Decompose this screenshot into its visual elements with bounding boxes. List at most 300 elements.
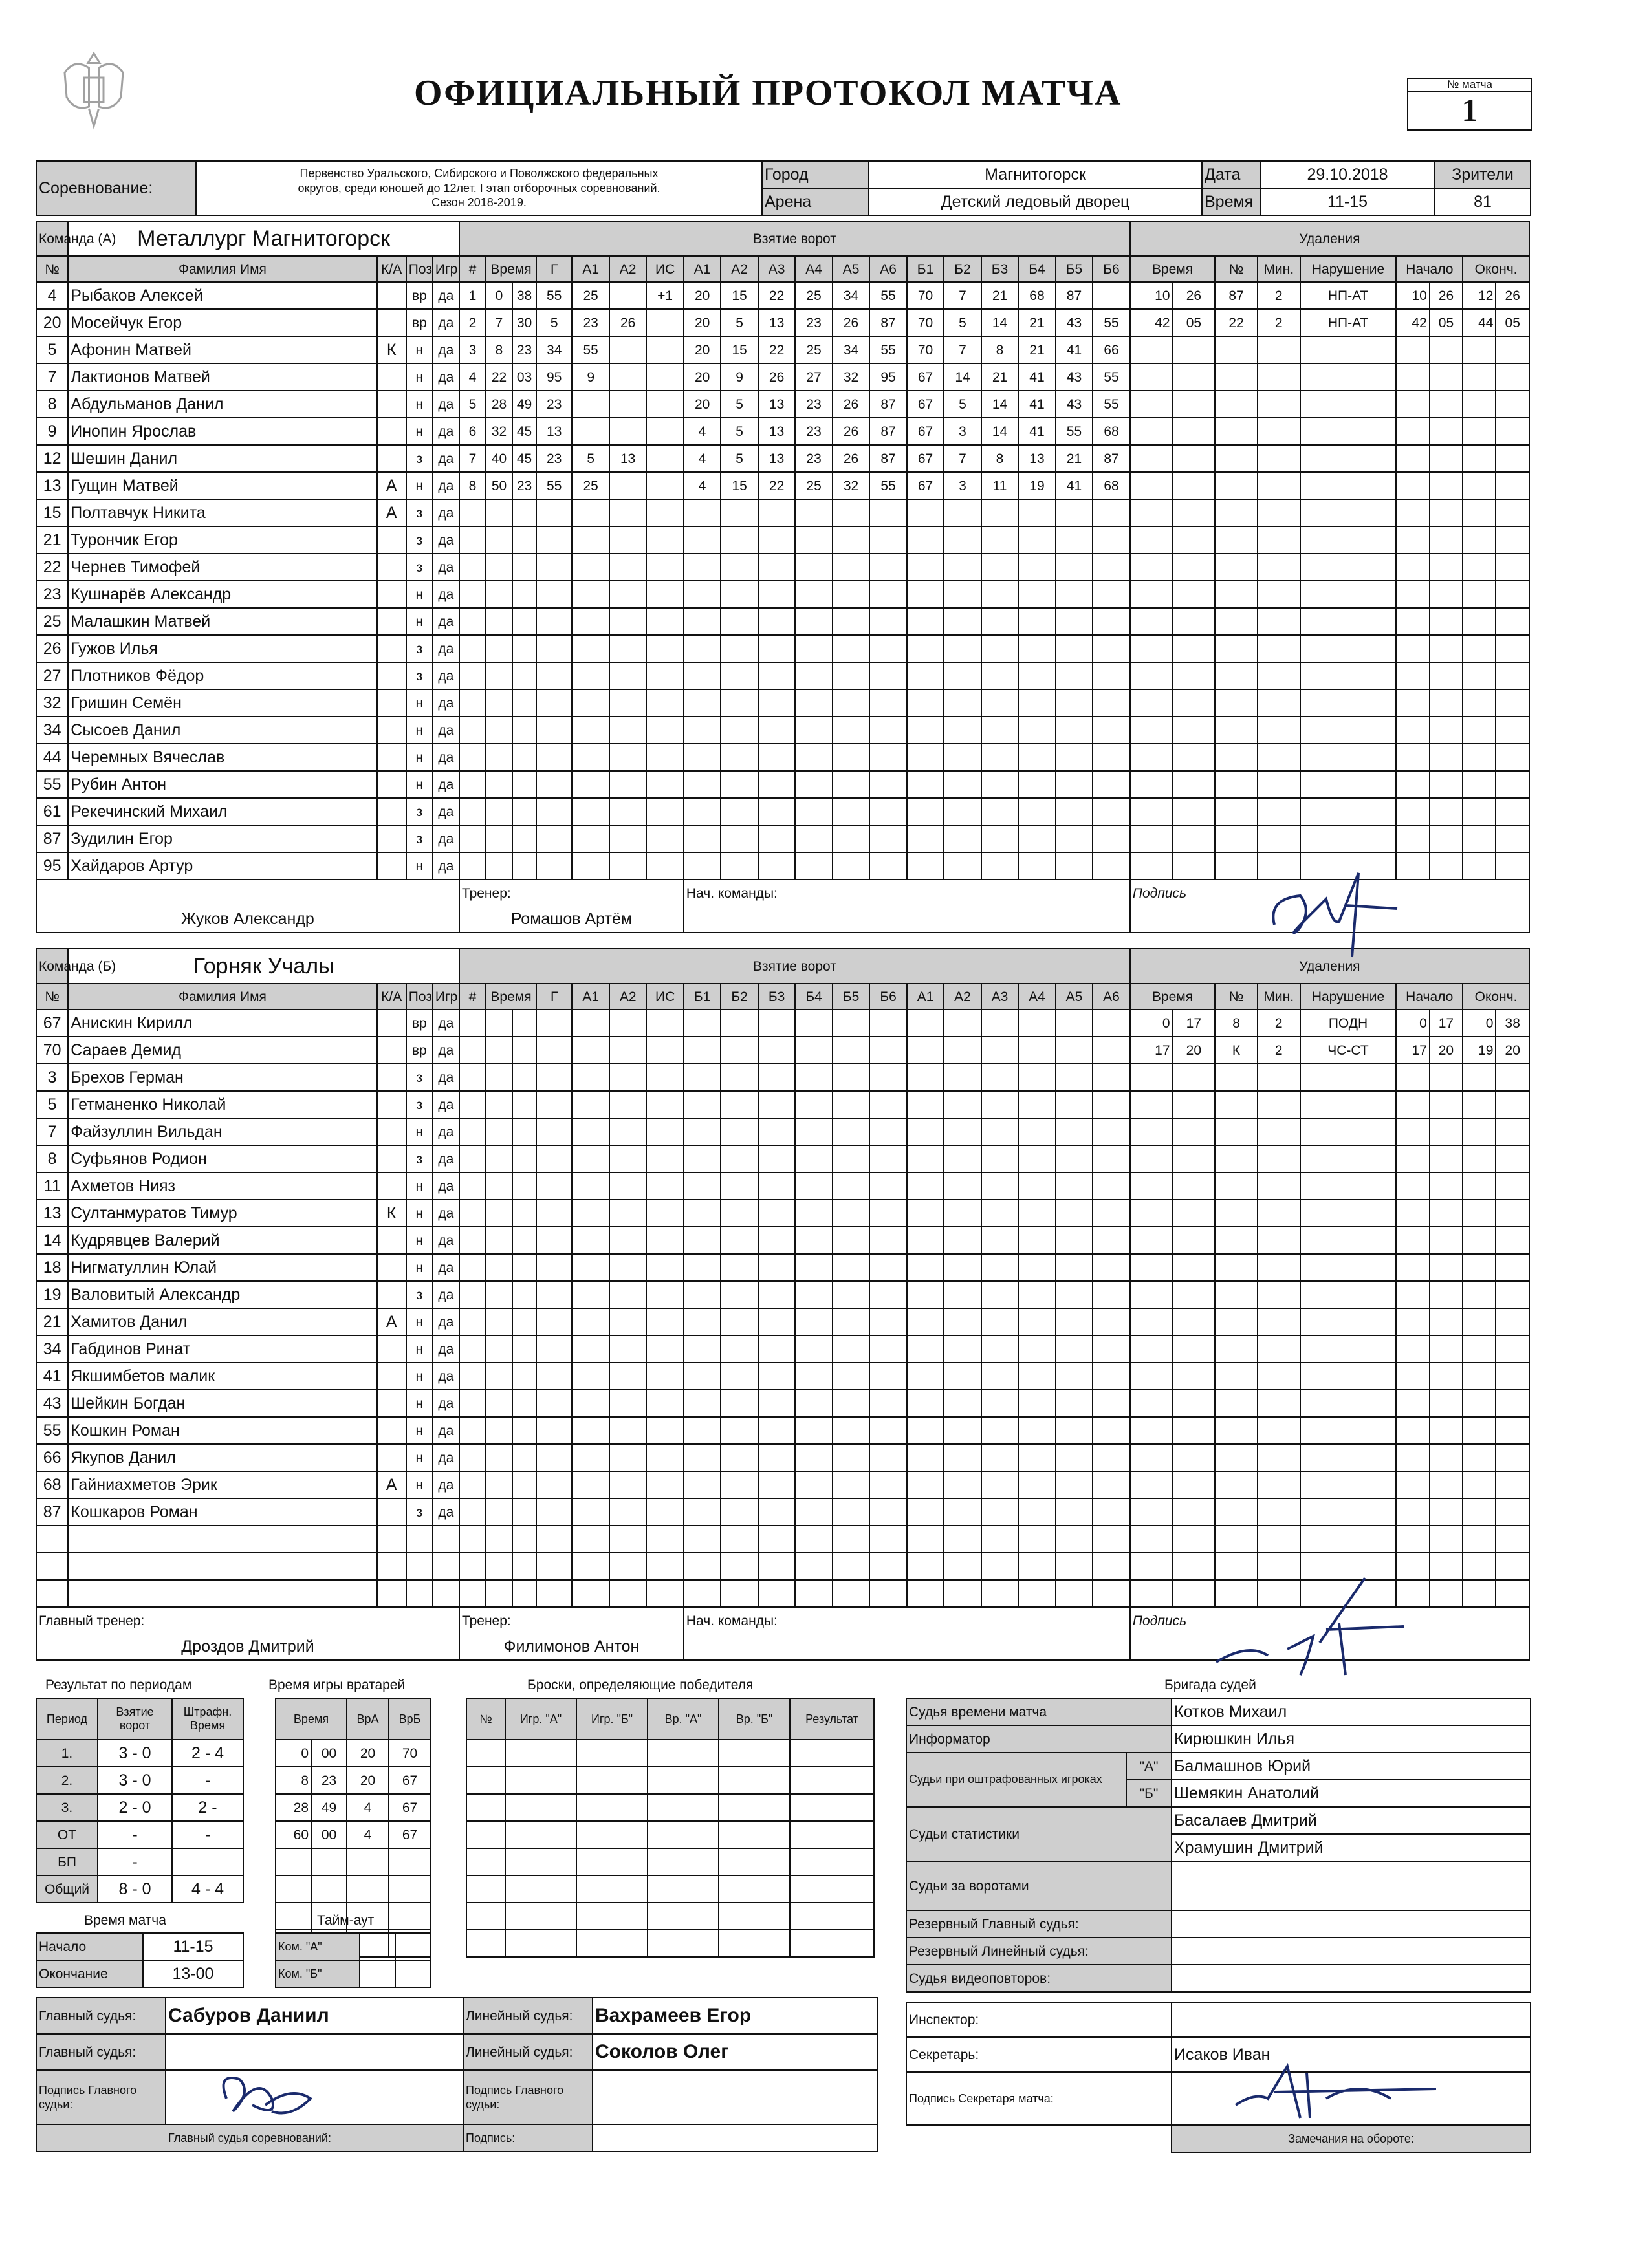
penalty-player [1215, 825, 1258, 852]
onice-own-player [869, 1064, 906, 1091]
goal-assist-1 [572, 1471, 609, 1498]
penalty-violation [1300, 526, 1397, 554]
onice-own-player [869, 1417, 906, 1444]
player-captaincy [377, 1498, 406, 1526]
penalty-end-sec [1496, 554, 1529, 581]
player-played: да [433, 1200, 459, 1227]
onice-own-player [721, 1091, 758, 1118]
penalty-start-min [1396, 445, 1429, 472]
goal-seconds [512, 1091, 536, 1118]
onice-opp-player [907, 1145, 944, 1172]
penalty-length [1258, 608, 1300, 635]
onice-own-player: 15 [721, 282, 758, 309]
onice-own-player [833, 1064, 869, 1091]
onice-opp-player [907, 1227, 944, 1254]
player-name: Гетманенко Николай [68, 1091, 376, 1118]
goalie-header-a: ВрА [347, 1698, 389, 1740]
penalty-start-min [1396, 1145, 1429, 1172]
player-name: Шешин Данил [68, 445, 376, 472]
penalty-end-sec [1496, 1091, 1529, 1118]
penalty-seconds [1173, 1498, 1216, 1526]
penalty-start-min [1396, 1444, 1429, 1471]
onice-own-player [721, 825, 758, 852]
onice-opp-player [981, 1281, 1018, 1308]
onice-own-player [684, 1335, 721, 1363]
goal-scorer [536, 771, 572, 798]
team_b-label: Команда (Б) [36, 949, 68, 984]
goal-minutes [486, 1580, 512, 1607]
onice-own-player [684, 1308, 721, 1335]
goal-number [459, 1254, 486, 1281]
penalty-seconds [1173, 1145, 1216, 1172]
team_a-penalties-section: Удаления [1130, 221, 1529, 256]
goal-situation [646, 717, 683, 744]
player-name: Габдинов Ринат [68, 1335, 376, 1363]
timeout-b-value [360, 1960, 395, 1987]
penalty-minutes [1130, 744, 1173, 771]
penalty-end-sec [1496, 635, 1529, 662]
goal-situation [646, 1254, 683, 1281]
competition-label: Соревнование: [36, 161, 196, 215]
team_b-player-row [36, 1200, 1529, 1227]
onice-opp-player [944, 1335, 981, 1363]
onice-own-player: 20 [684, 336, 721, 363]
onice-own-player [795, 1363, 832, 1390]
onice-opp-player [981, 1064, 1018, 1091]
goal-assist-2 [609, 1118, 646, 1145]
onice-opp-player [944, 1363, 981, 1390]
team_b-header-pen-min: Мин. [1258, 984, 1300, 1010]
goal-assist-1 [572, 635, 609, 662]
team_a-player-row [36, 554, 1529, 581]
penalty-violation [1300, 1145, 1397, 1172]
onice-own-player [758, 608, 795, 635]
onice-opp-player [981, 717, 1018, 744]
onice-opp-player: 41 [1018, 391, 1055, 418]
penalty-seconds [1173, 635, 1216, 662]
penalty-player [1215, 798, 1258, 825]
onice-opp-player [1056, 1254, 1093, 1281]
onice-own-player [721, 1335, 758, 1363]
onice-own-player [684, 717, 721, 744]
player-captaincy [377, 309, 406, 336]
announcer-value: Кирюшкин Илья [1172, 1725, 1531, 1753]
team_a-player-row [36, 825, 1529, 852]
match-timekeeper-value: Котков Михаил [1172, 1698, 1531, 1725]
penalty-end-min [1463, 717, 1496, 744]
penalty-start-min [1396, 472, 1429, 499]
onice-opp-player [1093, 852, 1130, 880]
penalty-end-min [1463, 1200, 1496, 1227]
line-ref-value-2: Соколов Олег [593, 2034, 877, 2070]
onice-opp-player: 68 [1093, 472, 1130, 499]
penalty-seconds [1173, 1363, 1216, 1390]
goal-assist-2 [609, 581, 646, 608]
penalty-minutes [1130, 1417, 1173, 1444]
penalty-player [1215, 336, 1258, 363]
onice-own-player [869, 635, 906, 662]
onice-opp-player: 43 [1056, 391, 1093, 418]
timeout-a-value-2 [395, 1933, 431, 1960]
onice-own-player [758, 1390, 795, 1417]
goal-seconds [512, 1498, 536, 1526]
onice-opp-player [1018, 1390, 1055, 1417]
player-number: 18 [36, 1254, 68, 1281]
penalty-violation [1300, 608, 1397, 635]
onice-own-player [833, 1471, 869, 1498]
onice-own-player: 32 [833, 363, 869, 391]
period-goals: - [98, 1821, 172, 1848]
penalty-end-sec [1496, 499, 1529, 526]
goal-seconds [512, 825, 536, 852]
onice-opp-player [1018, 825, 1055, 852]
player-name: Гришин Семён [68, 689, 376, 717]
onice-opp-player [1018, 1145, 1055, 1172]
penalty-end-sec [1496, 1526, 1529, 1553]
goalie-change-minutes: 8 [276, 1767, 311, 1794]
player-position: вр [406, 1010, 433, 1037]
onice-own-player: 22 [758, 282, 795, 309]
onice-own-player: 87 [869, 391, 906, 418]
onice-opp-player [907, 1010, 944, 1037]
onice-own-player [758, 581, 795, 608]
goal-number [459, 717, 486, 744]
onice-own-player [795, 1254, 832, 1281]
goal-seconds: 45 [512, 445, 536, 472]
penalty-violation [1300, 798, 1397, 825]
team_a-player-row [36, 336, 1529, 363]
penalty-minutes: 17 [1130, 1037, 1173, 1064]
shootout-cell [466, 1794, 505, 1821]
team_a-name: Металлург Магнитогорск [68, 221, 459, 256]
goal-assist-2 [609, 1037, 646, 1064]
goal-minutes: 22 [486, 363, 512, 391]
player-position [406, 1580, 433, 1607]
match-info-table [36, 160, 1531, 216]
penalty-minutes [1130, 581, 1173, 608]
onice-own-player [795, 1390, 832, 1417]
onice-opp-player: 21 [1056, 445, 1093, 472]
penalty-seconds [1173, 499, 1216, 526]
player-position: з [406, 1281, 433, 1308]
goal-number [459, 1498, 486, 1526]
penalty-player [1215, 1444, 1258, 1471]
team_b-goals-section: Взятие ворот [459, 949, 1130, 984]
player-played: да [433, 1118, 459, 1145]
penalty-end-sec [1496, 1363, 1529, 1390]
onice-opp-player [1093, 744, 1130, 771]
player-number: 8 [36, 1145, 68, 1172]
penalty-start-sec: 17 [1430, 1010, 1463, 1037]
onice-opp-player [1093, 798, 1130, 825]
onice-opp-player [907, 1200, 944, 1227]
player-position: н [406, 581, 433, 608]
player-position: вр [406, 1037, 433, 1064]
penalty-violation [1300, 1335, 1397, 1363]
player-played: да [433, 852, 459, 880]
onice-own-player: 25 [795, 282, 832, 309]
onice-own-player: 26 [833, 309, 869, 336]
player-position: н [406, 1227, 433, 1254]
goal-assist-1 [572, 1064, 609, 1091]
player-name: Султанмуратов Тимур [68, 1200, 376, 1227]
goal-minutes [486, 1254, 512, 1281]
goal-assist-2 [609, 1498, 646, 1526]
referees-title: Бригада судей [1164, 1678, 1256, 1692]
shootout-cell [576, 1821, 648, 1848]
penalty-start-sec: 05 [1430, 309, 1463, 336]
penalty-start-sec [1430, 445, 1463, 472]
penalty-end-sec [1496, 798, 1529, 825]
penalty-player [1215, 526, 1258, 554]
onice-own-player [721, 662, 758, 689]
onice-own-player [721, 1254, 758, 1281]
onice-opp-player [981, 1227, 1018, 1254]
timeout-title: Тайм-аут [317, 1913, 375, 1928]
player-captaincy [377, 1281, 406, 1308]
onice-own-player [684, 1010, 721, 1037]
onice-own-player [758, 771, 795, 798]
penalty-seconds [1173, 1417, 1216, 1444]
player-captaincy [377, 1172, 406, 1200]
team_b-player-row [36, 1471, 1529, 1498]
penalty-start-sec [1430, 798, 1463, 825]
goalie-change-seconds: 23 [311, 1767, 347, 1794]
onice-opp-player [944, 1390, 981, 1417]
shootout-cell [576, 1848, 648, 1875]
penalty-player [1215, 852, 1258, 880]
shootout-cell [466, 1875, 505, 1903]
penalty-start-sec [1430, 1390, 1463, 1417]
team_a-header-onice-opp-2: Б2 [944, 256, 981, 282]
onice-own-player [833, 1526, 869, 1553]
player-name: Гужов Илья [68, 635, 376, 662]
shootout-cell [790, 1794, 874, 1821]
goal-scorer: 55 [536, 472, 572, 499]
player-number: 44 [36, 744, 68, 771]
onice-own-player [795, 662, 832, 689]
player-number: 9 [36, 418, 68, 445]
onice-opp-player [981, 526, 1018, 554]
period-label: БП [36, 1848, 98, 1875]
goal-seconds [512, 689, 536, 717]
penalty-end-min [1463, 445, 1496, 472]
team_b-header-onice-own-3: Б3 [758, 984, 795, 1010]
onice-opp-player [1093, 1417, 1130, 1444]
goal-scorer: 23 [536, 445, 572, 472]
onice-opp-player [1056, 608, 1093, 635]
goal-situation [646, 1091, 683, 1118]
onice-opp-player [1018, 581, 1055, 608]
onice-opp-player [981, 1471, 1018, 1498]
penalty-player [1215, 717, 1258, 744]
onice-own-player: 20 [684, 309, 721, 336]
onice-own-player [721, 1281, 758, 1308]
goalie-header-b: ВрБ [389, 1698, 431, 1740]
team_b-header-onice-opp-1: А1 [907, 984, 944, 1010]
onice-opp-player: 21 [981, 282, 1018, 309]
arena-value: Детский ледовый дворец [869, 188, 1202, 215]
team_a-player-row [36, 689, 1529, 717]
player-played: да [433, 1037, 459, 1064]
penalty-end-min: 0 [1463, 1010, 1496, 1037]
penalty-end-sec [1496, 1417, 1529, 1444]
goal-seconds [512, 771, 536, 798]
team_b-header-goal-no: # [459, 984, 486, 1010]
onice-opp-player [981, 1172, 1018, 1200]
penalty-end-min [1463, 635, 1496, 662]
penalty-start-sec [1430, 1526, 1463, 1553]
penalty-player [1215, 1417, 1258, 1444]
player-position [406, 1526, 433, 1553]
onice-opp-player [944, 554, 981, 581]
goal-assist-1 [572, 1172, 609, 1200]
goal-number: 5 [459, 391, 486, 418]
player-captaincy [377, 282, 406, 309]
penalty-start-sec [1430, 1145, 1463, 1172]
goal-scorer [536, 662, 572, 689]
onice-own-player [869, 1471, 906, 1498]
penalty-end-sec [1496, 1390, 1529, 1417]
onice-own-player: 23 [795, 445, 832, 472]
goal-situation [646, 1526, 683, 1553]
onice-own-player [684, 1091, 721, 1118]
goal-minutes [486, 1145, 512, 1172]
head-ref-signature-mark [213, 2060, 323, 2131]
onice-opp-player [1093, 1580, 1130, 1607]
goal-seconds [512, 1200, 536, 1227]
team_b-team-chief-value [684, 1634, 1130, 1660]
onice-opp-player: 5 [944, 309, 981, 336]
onice-opp-player [1056, 1308, 1093, 1335]
penalty-violation [1300, 689, 1397, 717]
onice-own-player [869, 608, 906, 635]
player-played: да [433, 608, 459, 635]
player-number: 13 [36, 472, 68, 499]
onice-own-player [869, 1363, 906, 1390]
penalty-minutes [1130, 336, 1173, 363]
penalty-end-sec [1496, 581, 1529, 608]
goal-situation [646, 1037, 683, 1064]
player-played: да [433, 418, 459, 445]
onice-opp-player [1056, 554, 1093, 581]
onice-opp-player [907, 852, 944, 880]
team_b-header-pen-no: № [1215, 984, 1258, 1010]
penalty-violation: ЧС-СТ [1300, 1037, 1397, 1064]
period-header: Взятие ворот [98, 1698, 172, 1740]
goal-assist-2 [609, 717, 646, 744]
period-header: Штрафн. Время [172, 1698, 243, 1740]
onice-opp-player [1056, 1580, 1093, 1607]
shootout-cell [790, 1821, 874, 1848]
onice-opp-player [1093, 1498, 1130, 1526]
goalie-a [347, 1848, 389, 1875]
goal-seconds [512, 526, 536, 554]
player-name [68, 1526, 376, 1553]
penalty-start-sec [1430, 1308, 1463, 1335]
onice-opp-player: 14 [944, 363, 981, 391]
penalty-end-min [1463, 1390, 1496, 1417]
onice-own-player [721, 798, 758, 825]
penalty-start-sec [1430, 1580, 1463, 1607]
penalty-end-min [1463, 1064, 1496, 1091]
penalty-end-sec [1496, 363, 1529, 391]
penalty-violation [1300, 1254, 1397, 1281]
onice-own-player [758, 526, 795, 554]
team_a-header-pen-time: Время [1130, 256, 1215, 282]
shootout-cell [466, 1903, 505, 1930]
shootout-cell [576, 1903, 648, 1930]
team_a-goals-section: Взятие ворот [459, 221, 1130, 256]
onice-opp-player [1093, 1444, 1130, 1471]
player-played: да [433, 1281, 459, 1308]
team_a-label: Команда (А) [36, 221, 68, 256]
penalty-player [1215, 1526, 1258, 1553]
goal-assist-2 [609, 1091, 646, 1118]
goal-scorer [536, 1444, 572, 1471]
penalty-length [1258, 662, 1300, 689]
team_b-coach-value: Филимонов Антон [459, 1634, 684, 1660]
goal-situation [646, 418, 683, 445]
goal-assist-2 [609, 635, 646, 662]
onice-opp-player [944, 1580, 981, 1607]
penalty-end-min: 44 [1463, 309, 1496, 336]
penalty-violation [1300, 1471, 1397, 1498]
penalty-player [1215, 581, 1258, 608]
penalty-length [1258, 1471, 1300, 1498]
onice-opp-player: 14 [981, 391, 1018, 418]
goal-seconds [512, 744, 536, 771]
onice-own-player [684, 1064, 721, 1091]
penalty-end-min [1463, 608, 1496, 635]
penalty-seconds [1173, 1335, 1216, 1363]
onice-own-player [758, 1172, 795, 1200]
player-name: Якшимбетов малик [68, 1363, 376, 1390]
player-position: н [406, 418, 433, 445]
onice-opp-player [1056, 1471, 1093, 1498]
penalty-end-sec: 20 [1496, 1037, 1529, 1064]
onice-opp-player: 67 [907, 472, 944, 499]
onice-opp-player: 68 [1093, 418, 1130, 445]
penalty-start-min [1396, 1498, 1429, 1526]
player-played: да [433, 445, 459, 472]
onice-own-player: 26 [833, 391, 869, 418]
goal-seconds [512, 1037, 536, 1064]
goal-assist-2 [609, 1227, 646, 1254]
onice-own-player [721, 1498, 758, 1526]
shootout-cell [505, 1930, 576, 1957]
player-name: Чернев Тимофей [68, 554, 376, 581]
goal-minutes [486, 635, 512, 662]
penalty-violation [1300, 744, 1397, 771]
penalty-player [1215, 499, 1258, 526]
goalie-change-minutes [276, 1875, 311, 1903]
goal-scorer [536, 1200, 572, 1227]
goal-situation [646, 1471, 683, 1498]
penalty-end-min [1463, 1553, 1496, 1580]
penalty-end-sec [1496, 662, 1529, 689]
onice-opp-player [944, 1010, 981, 1037]
goalie-b [389, 1848, 431, 1875]
penalty-seconds [1173, 825, 1216, 852]
shootout-title: Броски, определяющие победителя [527, 1678, 754, 1692]
team_a-header-is: ИС [646, 256, 683, 282]
penalty-end-sec [1496, 717, 1529, 744]
penalty-end-min [1463, 662, 1496, 689]
player-captaincy [377, 1390, 406, 1417]
player-name: Якупов Данил [68, 1444, 376, 1471]
penalty-minutes [1130, 1145, 1173, 1172]
